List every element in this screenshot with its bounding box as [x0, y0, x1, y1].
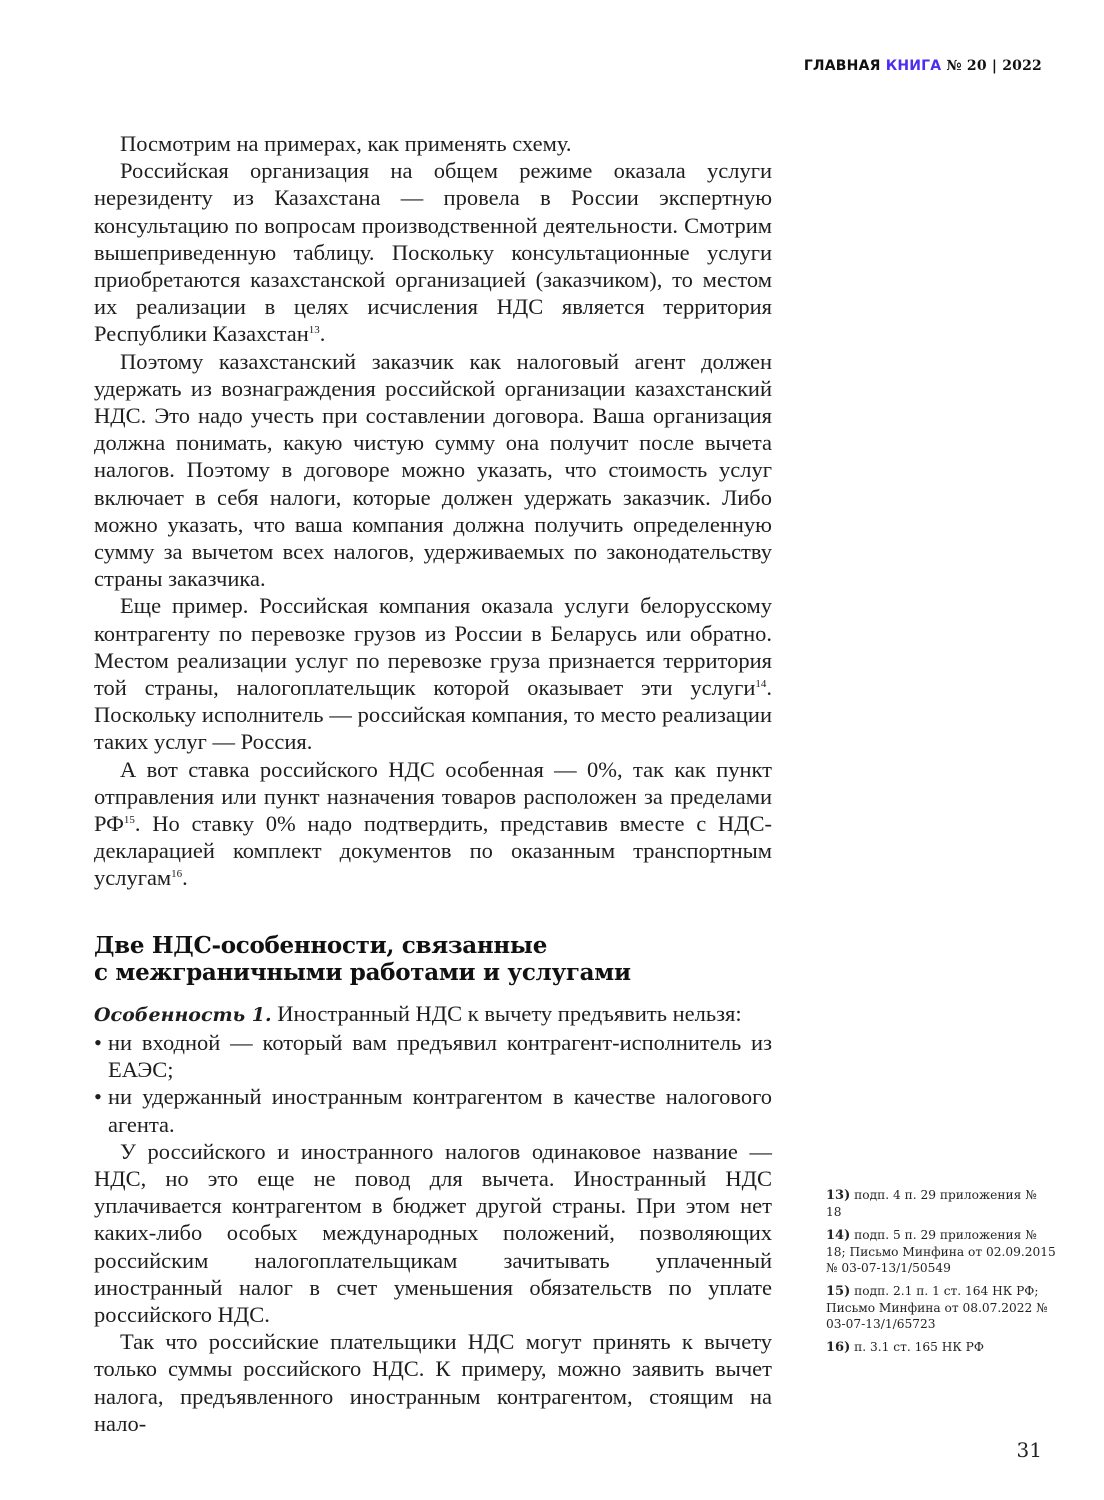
footnote-15 [826, 1283, 1056, 1332]
footnote-14 [826, 1227, 1056, 1276]
footnote-text: п. 3.1 ст. 165 НК РФ [850, 1340, 984, 1354]
list-item [94, 1083, 772, 1137]
section-heading [94, 932, 772, 986]
list-item-text: ни входной — который вам предъявил контрагент-исполнитель из ЕАЭС; [108, 1029, 772, 1083]
paragraph-belarus-example [94, 592, 772, 755]
footnote-number: 13) [826, 1188, 851, 1203]
footnote-text: подп. 2.1 п. 1 ст. 164 НК РФ; Письмо Минфина от 08.07.2022 № 03-07-13/1/65723 [826, 1284, 1048, 1331]
feature-label: Особенность 1. [94, 1003, 272, 1026]
paragraph-text: . [182, 865, 188, 891]
footnote-number: 16) [826, 1340, 851, 1355]
paragraph-same-name [94, 1138, 772, 1328]
feature-1-lead [94, 1000, 772, 1029]
footnote-16 [826, 1339, 1056, 1356]
paragraph-text: А вот ставка российского НДС особенная — 0%, так как пункт отправления или пункт назначения товаров расположен за пределами РФ [94, 756, 772, 837]
paragraph-intro [94, 130, 772, 157]
footnote-ref-15[interactable]: 15 [123, 814, 135, 827]
section-heading-line1: Две НДС-особенности, связанные [94, 931, 548, 959]
bullet-icon: • [94, 1029, 102, 1055]
paragraph-text: Посмотрим на примерах, как применять схему. [120, 131, 572, 156]
footnote-number: 14) [826, 1228, 851, 1243]
paragraph-text: У российского и иностранного налогов одинаковое название — НДС, но это еще не повод для вычета. Иностранный НДС уплачивается контрагентом в бюджет другой страны. При этом нет каких-либо особых международных положений, позволяющих российским налогоплательщикам зачитывать уплаченный иностранный налог в счет уменьшения обязательств по уплате российского НДС. [94, 1138, 772, 1327]
article-body [94, 130, 772, 1437]
paragraph-tax-agent [94, 348, 772, 593]
paragraph-text: . Но ставку 0% надо подтвердить, представив вместе с НДС-декларацией комплект документов по оказанным транспортным услугам [94, 811, 772, 891]
footnote-13 [826, 1187, 1056, 1220]
footnote-text: подп. 5 п. 29 приложения № 18; Письмо Минфина от 02.09.2015 № 03-07-13/1/50549 [826, 1228, 1056, 1275]
footnote-ref-13[interactable]: 13 [308, 324, 320, 337]
footnote-number: 15) [826, 1284, 851, 1299]
page-number: 31 [1016, 1438, 1042, 1462]
issue-number: № 20 | 2022 [946, 58, 1042, 74]
paragraph-deduction [94, 1328, 772, 1437]
paragraph-text: . Поскольку исполнитель — российская компания, то место реализации таких услуг — Россия. [94, 675, 772, 755]
bullet-list [94, 1029, 772, 1138]
footnotes [826, 1187, 1056, 1363]
brand-name-part2: КНИГА [885, 58, 942, 74]
section-heading-line2: с межграничными работами и услугами [94, 958, 631, 986]
bullet-icon: • [94, 1084, 102, 1110]
list-item [94, 1029, 772, 1083]
paragraph-kazakhstan-example [94, 157, 772, 347]
paragraph-text: Так что российские плательщики НДС могут принять к вычету только суммы российского НДС. К примеру, можно заявить вычет налога, предъявленного иностранным контрагентом, стоящим на нало- [94, 1329, 772, 1436]
footnote-ref-14[interactable]: 14 [755, 678, 767, 691]
paragraph-text: Российская организация на общем режиме оказала услуги нерезиденту из Казахстана — провела в России экспертную консультацию по вопросам производственной деятельности. Смотрим вышеприведенную таблицу. Поскольку консультационные услуги приобретаются казахстанской организацией (заказчиком), то местом их реализации в целях исчисления НДС является территория Республики Казахстан [94, 158, 772, 347]
paragraph-text: Еще пример. Российская компания оказала услуги белорусскому контрагенту по перевозке грузов из России в Беларусь или обратно. Местом реализации услуг по перевозке груза признается территория той страны, налогоплательщик которой оказывает эти услуги [94, 593, 772, 701]
footnote-ref-16[interactable]: 16 [171, 868, 183, 881]
footnote-text: подп. 4 п. 29 приложения № 18 [826, 1188, 1037, 1219]
list-item-text: ни удержанный иностранным контрагентом в качестве налогового агента. [108, 1084, 772, 1137]
brand-name-part1: ГЛАВНАЯ [803, 58, 881, 74]
running-header [804, 58, 1042, 74]
paragraph-zero-rate [94, 756, 772, 892]
paragraph-text: . [319, 321, 326, 347]
paragraph-text: Поэтому казахстанский заказчик как налоговый агент должен удержать из вознаграждения российской организации казахстанский НДС. Это надо учесть при составлении договора. Ваша организация должна понимать, какую чистую сумму она получит после вычета налогов. Поэтому в договоре можно указать, что стоимость услуг включает в себя налоги, которые должен удержать заказчик. Либо можно указать, что ваша компания должна получить определенную сумму за вычетом всех налогов, удерживаемых по законодательству страны заказчика. [94, 348, 772, 592]
feature-text: Иностранный НДС к вычету предъявить нельзя: [271, 1000, 742, 1026]
